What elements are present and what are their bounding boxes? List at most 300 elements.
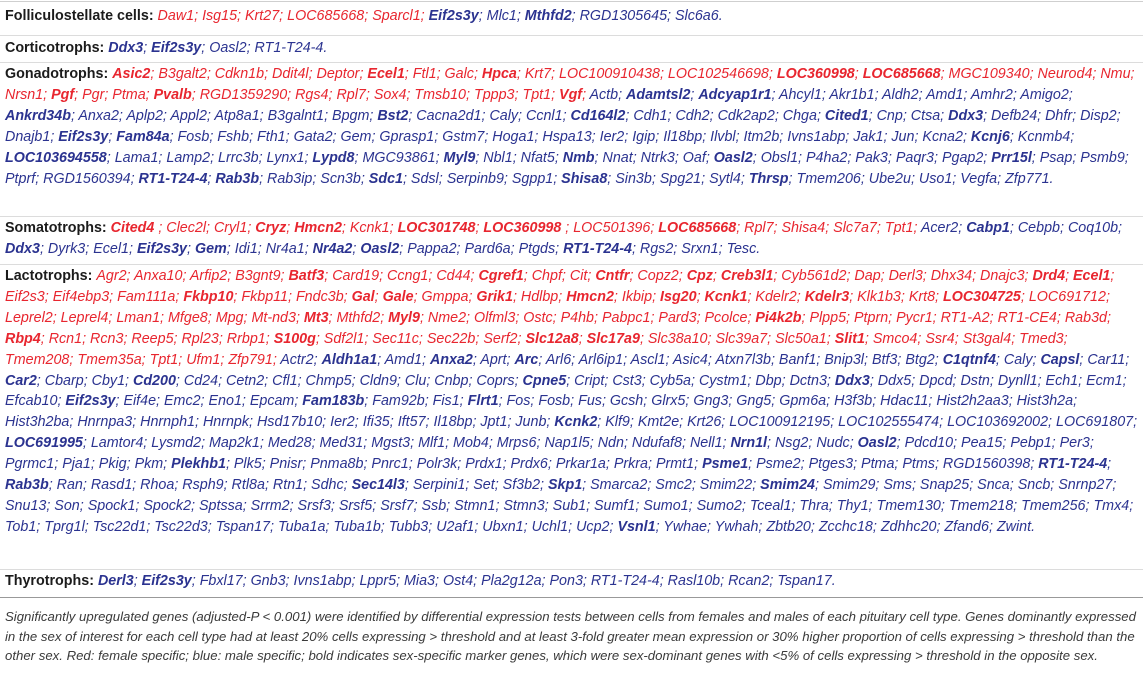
separator: ; [562,107,571,124]
female-gene: Anxa10 [133,268,183,284]
separator: ; [146,518,155,535]
separator: ; [261,456,270,473]
female-gene: Shisa4 [781,220,826,236]
separator: ; [1037,372,1046,389]
separator: ; [796,288,805,305]
female-gene: Reep5 [131,330,174,347]
separator: ; [83,372,92,389]
male-gene-marker: Ddx3 [5,240,40,257]
separator: ; [1118,220,1123,236]
male-gene: Nsg2 [774,435,809,452]
female-gene: Serf2 [483,330,518,347]
separator: ; [473,66,482,82]
separator: ; [523,268,532,284]
separator: ; [591,128,600,145]
separator: ; [82,330,91,347]
separator: ; [207,309,216,326]
separator: ; [774,107,783,124]
male-gene: Hnrnph1 [140,414,195,431]
female-gene: Rab3d [1064,309,1107,326]
male-gene: Actr2 [280,351,314,368]
separator: ; [457,456,466,473]
male-gene: Tmem130 [876,497,941,514]
separator: ; [52,309,61,326]
separator: ; [1112,477,1117,494]
male-gene: Oasl2 [209,40,247,56]
male-gene: Fus [578,393,602,410]
separator: ; [498,393,507,410]
female-gene: Sox4 [373,86,407,103]
male-gene: Rcan2 [728,573,770,589]
separator: ; [481,107,490,124]
separator: ; [1085,497,1094,514]
separator: ; [773,220,782,236]
male-gene-marker: Ddx3 [834,372,870,389]
male-gene: Sms [883,477,912,494]
separator: ; [265,330,274,347]
separator: ; [426,372,435,389]
separator: ; [328,86,337,103]
separator: ; [983,107,992,124]
separator: ; [748,456,757,473]
female-gene-marker: Hpca [481,66,517,82]
male-gene-marker: Kcnj6 [970,128,1010,145]
separator: ; [538,351,546,368]
male-gene: Ccnl1 [526,107,563,124]
male-gene: Ptges3 [808,456,854,473]
separator: ; [629,268,638,284]
male-gene: RGD1560398 [942,456,1031,473]
male-gene: Mlc1 [486,8,517,24]
male-gene: Lrrc3b [218,149,259,166]
separator: ; [997,170,1006,187]
separator: ; [707,351,716,368]
male-gene: Defb24 [991,107,1038,124]
separator: ; [875,477,884,494]
male-gene: Tuba1a [277,518,326,535]
separator: ; [665,351,673,368]
separator: ; [108,128,117,145]
separator: ; [769,573,778,589]
male-gene-marker: Oasl2 [713,149,753,166]
separator: ; [1068,86,1073,103]
separator: ; [589,435,598,452]
male-gene: Bpgm [332,107,370,124]
male-gene: Gata2 [293,128,333,145]
male-gene: Sncb [1017,477,1051,494]
separator: ; [225,456,234,473]
separator: ; [566,372,575,389]
male-gene: Hoga1 [492,128,535,145]
male-gene: RGD1305645 [579,8,668,24]
separator: ; [953,435,962,452]
male-gene: Fbxl17 [199,573,243,589]
male-gene: Ucp2 [576,518,610,535]
female-gene: Pgr [82,86,105,103]
separator: ; [1073,393,1078,410]
female-gene: Smco4 [872,330,918,347]
separator: ; [133,573,142,589]
separator: ; [436,66,445,82]
separator: ; [363,456,372,473]
male-gene: Il18bp [433,414,473,431]
male-gene-marker: RT1-T24-4 [563,240,632,257]
male-gene: RGD1560394 [43,170,131,187]
male-gene: Obsl1 [760,149,799,166]
separator: ; [510,240,519,257]
separator: ; [48,477,57,494]
separator: ; [849,435,858,452]
separator: ; [424,393,433,410]
male-gene: Cdh1 [633,107,668,124]
female-gene: Fkbp11 [241,288,288,305]
male-gene-marker: Cabp1 [966,220,1010,236]
separator: ; [410,435,419,452]
male-gene: Caly [489,107,519,124]
female-gene: Dhx34 [930,268,973,284]
male-gene: Tspan17 [215,518,271,535]
female-gene: Sec11c [372,330,419,347]
female-gene: Krt8 [908,288,936,305]
separator: ; [516,66,525,82]
separator: ; [768,66,777,82]
cell-type-label: Somatotrophs: [5,220,111,236]
separator: ; [688,497,697,514]
female-gene: Arfip2 [189,268,228,284]
separator: ; [435,149,444,166]
separator: ; [860,170,869,187]
male-gene-marker: Plekhb1 [171,456,226,473]
separator: ; [741,497,750,514]
separator: ; [1020,288,1029,305]
separator: ; [200,393,209,410]
separator: ; [847,149,856,166]
male-gene-marker: Rab3b [215,170,260,187]
separator: ; [718,240,727,257]
separator: ; [1009,220,1018,236]
separator: ; [914,128,923,145]
separator: ; [108,309,117,326]
male-gene: Zbtb20 [766,518,811,535]
separator: ; [514,86,523,103]
male-gene: Cldn9 [359,372,397,389]
separator: ; [582,573,591,589]
separator: ; [740,170,749,187]
male-gene-marker: Eif2s3y [428,8,479,24]
separator: . [756,240,761,257]
female-gene: Fam111a [117,288,176,305]
male-gene: Arl6ip1 [578,351,624,368]
separator: ; [241,393,250,410]
female-gene: LOC685668 [287,8,365,24]
separator: ; [396,372,405,389]
separator: ; [206,66,215,82]
separator: ; [295,309,304,326]
separator: ; [863,351,872,368]
separator: ; [209,128,218,145]
separator: ; [280,268,289,284]
male-gene-marker: Ankrd34b [5,107,71,124]
male-gene-marker: Kcnk2 [554,414,598,431]
male-gene: Srxn1 [681,240,719,257]
separator: ; [551,66,559,82]
row-divider [0,216,1143,217]
male-gene: Prmt1 [655,456,695,473]
female-gene: Clec2l [166,220,206,236]
separator: ; [470,268,479,284]
female-gene: Cryl1 [213,220,248,236]
male-gene: Gpm6a [779,393,827,410]
separator: ; [404,477,413,494]
separator: ; [233,288,242,305]
male-gene-marker: Oasl2 [857,435,897,452]
separator: ; [143,435,152,452]
separator: ; [667,8,675,24]
separator: ; [722,435,731,452]
male-gene: Ran [56,477,83,494]
separator: ; [115,393,124,410]
male-gene-marker: C1qtnf4 [942,351,996,368]
separator: ; [70,107,79,124]
separator: ; [308,66,317,82]
separator: ; [330,497,339,514]
male-gene: Tmx4 [1093,497,1130,514]
male-gene: Polr3k [416,456,458,473]
female-gene: Ptma [112,86,146,103]
male-gene: Prkar1a [555,456,606,473]
separator: ; [810,518,819,535]
section-somatotrophs [5,218,1138,260]
separator: ; [594,149,603,166]
separator: ; [1002,435,1011,452]
male-gene: Pkig [98,456,127,473]
male-gene: Srsf7 [380,497,414,514]
separator: ; [629,414,638,431]
separator: ; [604,372,613,389]
separator: ; [419,309,428,326]
separator: ; [798,149,806,166]
female-gene-marker: Slit1 [834,330,865,347]
separator: ; [887,149,896,166]
male-gene: Lysmd2 [151,435,202,452]
separator: ; [272,351,281,368]
separator: ; [145,86,154,103]
male-gene: LOC103692002 [947,414,1049,431]
separator: ; [934,456,943,473]
separator: ; [518,107,526,124]
male-gene: Pgrmc1 [5,456,55,473]
separator: ; [872,393,881,410]
separator: ; [163,456,172,473]
male-gene: Lppr5 [359,573,397,589]
male-gene: Stmn1 [454,497,496,514]
separator: ; [594,309,602,326]
separator: ; [864,330,873,347]
male-gene: Prdx6 [510,456,548,473]
male-gene: Ascl1 [630,351,666,368]
male-gene: Gstm7 [442,128,485,145]
female-gene: Tmem208 [5,351,70,368]
male-gene: Ddx5 [877,372,912,389]
separator: ; [363,435,372,452]
separator: ; [771,86,779,103]
separator: ; [420,8,429,24]
male-gene: Eif4e [123,393,157,410]
female-gene: Tpt1 [884,220,914,236]
separator: ; [872,518,881,535]
male-gene: B3galnt1 [267,107,325,124]
separator: ; [910,170,919,187]
separator: ; [800,456,809,473]
separator: ; [516,8,525,24]
separator: ; [815,477,823,494]
female-gene: Rpl23 [181,330,219,347]
male-gene: Ech1 [1045,372,1079,389]
male-gene: Idi1 [234,240,258,257]
separator: ; [380,309,389,326]
male-gene: Arl6 [545,351,572,368]
female-gene: Isg15 [202,8,238,24]
separator: ; [639,330,648,347]
separator: ; [472,351,481,368]
male-gene: Sin3b [615,170,652,187]
separator: ; [218,330,227,347]
male-gene-marker: Mthfd2 [524,8,572,24]
separator: ; [1122,372,1127,389]
female-gene-marker: Cgref1 [478,268,524,284]
separator: ; [1008,393,1017,410]
male-gene: Tceal1 [749,497,792,514]
separator: ; [421,351,430,368]
male-gene: Aprt [480,351,507,368]
male-gene: Hist3h2ba [5,414,70,431]
separator: ; [917,330,926,347]
separator: ; [478,8,487,24]
female-gene: Sec22b [426,330,476,347]
male-gene: Glrx5 [651,393,686,410]
separator: ; [191,86,200,103]
separator: ; [428,268,437,284]
male-gene: Sumo2 [696,497,742,514]
separator: ; [679,414,688,431]
separator: ; [475,330,484,347]
male-gene: Cystm1 [698,372,748,389]
male-gene: Ndn [597,435,624,452]
separator: ; [174,477,183,494]
male-gene-marker: Eif2s3y [136,240,188,257]
separator: ; [402,170,411,187]
female-gene-marker: Pi4k2b [755,309,802,326]
male-gene: Cacna2d1 [416,107,482,124]
male-gene: Gprasp1 [379,128,435,145]
male-gene: Hdac11 [880,393,929,410]
separator: ; [911,477,920,494]
male-gene: Lamp2 [166,149,211,166]
separator: ; [434,128,443,145]
male-gene-marker: Flrt1 [467,393,499,410]
male-gene: Tob1 [5,518,37,535]
separator: ; [258,149,267,166]
separator: ; [758,518,767,535]
separator: ; [988,518,997,535]
female-gene: B3gnt9 [235,268,281,284]
male-gene: LOC100912195 [729,414,831,431]
female-gene: Rrbp1 [226,330,266,347]
separator: ; [514,372,523,389]
male-gene: Cyb5a [649,372,691,389]
separator: ; [652,288,661,305]
male-gene: Cetn2 [226,372,265,389]
separator: ; [473,573,482,589]
separator: ; [488,435,497,452]
separator: ; [1125,351,1130,368]
female-gene: Rgs4 [295,86,329,103]
separator: ; [1009,128,1018,145]
male-gene: Rtn1 [272,477,304,494]
separator: ; [191,497,199,514]
male-gene: Dstn [960,372,990,389]
male-gene: Pappa2 [407,240,457,257]
male-gene: Eno1 [208,393,242,410]
female-gene: Ccng1 [387,268,429,284]
male-gene: Cst3 [612,372,642,389]
separator: ; [555,240,564,257]
male-gene-marker: Fam84a [116,128,170,145]
separator: ; [495,497,504,514]
separator: ; [659,573,668,589]
section-gonadotrophs [5,64,1138,189]
separator: ; [568,518,577,535]
male-gene: Fosb [538,393,571,410]
male-gene: Ntrk3 [640,149,675,166]
separator: ; [311,435,320,452]
male-gene: Ier2 [330,414,355,431]
separator: ; [1079,351,1088,368]
male-gene: Per3 [1059,435,1090,452]
male-gene: Gng5 [736,393,772,410]
female-gene-marker: Myl9 [388,309,420,326]
male-gene: Pnisr [269,456,303,473]
separator: ; [143,40,152,56]
separator: ; [79,497,88,514]
male-gene: Hist2h2aa3 [936,393,1009,410]
separator: ; [707,518,715,535]
male-gene: Amigo2 [1020,86,1069,103]
female-gene: Pabpc1 [601,309,651,326]
female-gene-marker: LOC685668 [658,220,737,236]
separator: ; [494,477,503,494]
female-gene-marker: Vgf [559,86,583,103]
female-gene: Olfml3 [474,309,516,326]
separator: ; [747,372,756,389]
male-gene: Il18bp [663,128,703,145]
male-gene: Serpinb9 [446,170,504,187]
female-gene: Leprel2 [5,309,53,326]
male-gene: Thra [799,497,829,514]
female-gene-marker: LOC304725 [943,288,1021,305]
male-gene-marker: Eif2s3y [141,573,192,589]
male-gene: Tesc [726,240,757,257]
male-gene-marker: Bst2 [377,107,409,124]
separator: ; [632,149,641,166]
male-gene: Zcchc18 [818,518,873,535]
male-gene: Nudc [816,435,850,452]
male-gene-marker: Capsl [1040,351,1080,368]
male-gene-marker: Nmb [562,149,595,166]
male-gene: Scn3b [320,170,361,187]
separator: ; [175,288,184,305]
separator: . [718,8,723,24]
